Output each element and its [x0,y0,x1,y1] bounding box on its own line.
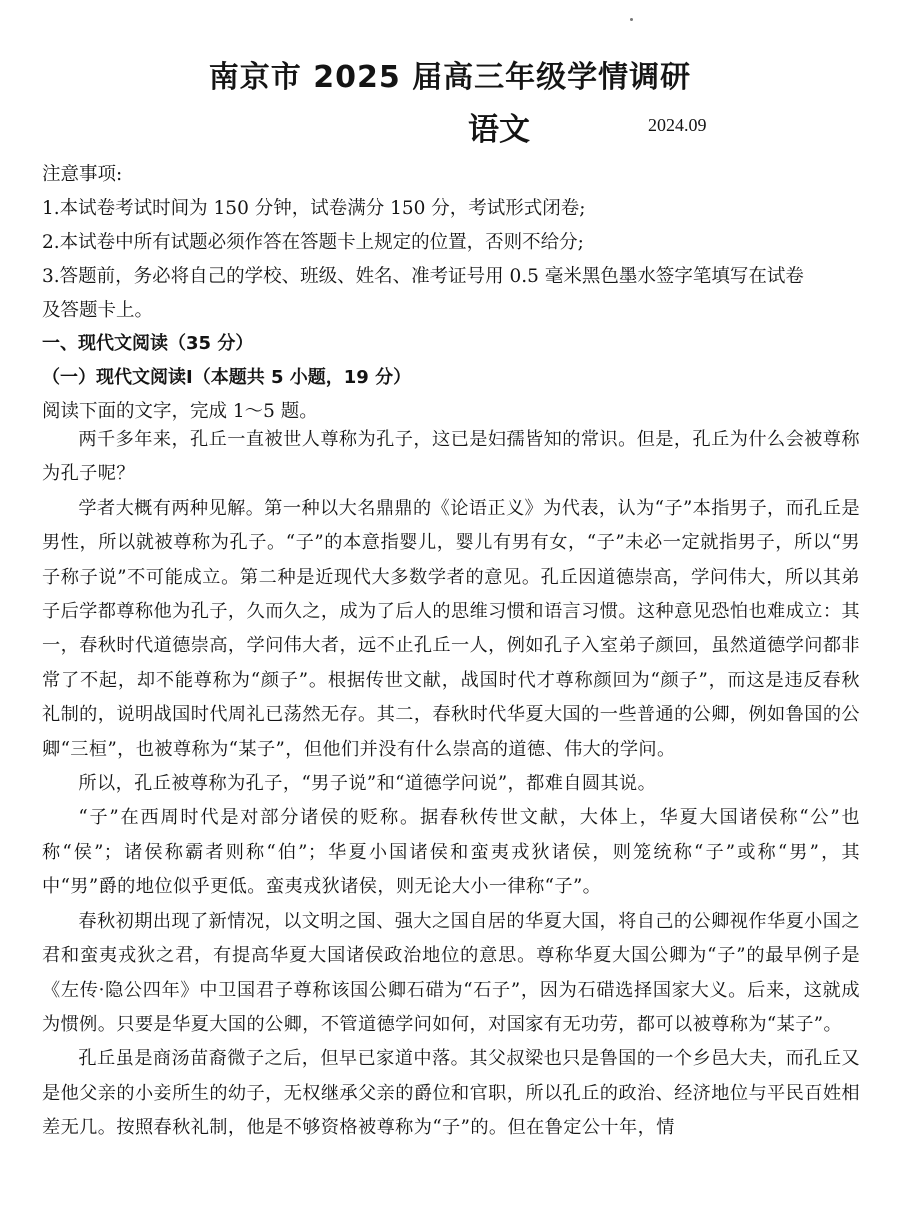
notice-heading: 注意事项: [42,164,123,185]
reading-passage [42,423,860,1146]
passage-paragraph: 孔丘虽是商汤苗裔微子之后，但早已家道中落。其父叔梁也只是鲁国的一个乡邑大夫，而孔丘又是他父亲的小妾所生的幼子，无权继承父亲的爵位和官职，所以孔丘的政治、经济地位与平民百姓相差无几。按照春秋礼制，他是不够资格被尊称为“子”的。但在鲁定公十年，情 [42,1048,860,1139]
reading-instruction: 阅读下面的文字，完成 1～5 题。 [42,401,318,422]
notice-item-2: 2.本试卷中所有试题必须作答在答题卡上规定的位置，否则不给分; [42,232,584,253]
notice-item-3-continued: 及答题卡上。 [42,300,154,321]
notice-item-1: 1.本试卷考试时间为 150 分钟，试卷满分 150 分，考试形式闭卷; [42,198,586,219]
exam-date: 2024.09 [648,115,707,135]
passage-paragraph: “子”在西周时代是对部分诸侯的贬称。据春秋传世文献，大体上，华夏大国诸侯称“公”也称“侯”；诸侯称霸者则称“伯”；华夏小国诸侯和蛮夷戎狄诸侯，则笼统称“子”或称“男”，其中“男”爵的地位似乎更低。蛮夷戎狄诸侯，则无论大小一律称“子”。 [42,807,860,898]
section-heading: 一、现代文阅读（35 分） [42,333,254,354]
passage-paragraph: 所以，孔丘被尊称为孔子，“男子说”和“道德学问说”，都难自圆其说。 [78,773,657,795]
passage-paragraph: 学者大概有两种见解。第一种以大名鼎鼎的《论语正义》为代表，认为“子”本指男子，而孔丘是男性，所以就被尊称为孔子。“子”的本意指婴儿，婴儿有男有女，“子”未必一定就指男子，所以“男子称子说”不可能成立。第二种是近现代大多数学者的意见。孔丘因道德崇高，学问伟大，所以其弟子后学都尊称他为孔子，久而久之，成为了后人的思维习惯和语言习惯。这种意见恐怕也难成立：其一，春秋时代道德崇高，学问伟大者，远不止孔丘一人，例如孔子入室弟子颜回，虽然道德学问都非常了不起，却不能尊称为“颜子”。根据传世文献，战国时代才尊称颜回为“颜子”，而这是违反春秋礼制的，说明战国时代周礼已荡然无存。其二，春秋时代华夏大国的一些普通的公卿，例如鲁国的公卿“三桓”，也被尊称为“某子”，但他们并没有什么崇高的道德、伟大的学问。 [42,497,860,760]
notice-item-3: 3.答题前，务必将自己的学校、班级、姓名、准考证号用 0.5 毫米黑色墨水签字笔填写在试卷 [42,266,804,287]
section-subheading: （一）现代文阅读Ⅰ（本题共 5 小题，19 分） [42,367,412,388]
passage-paragraph: 春秋初期出现了新情况，以文明之国、强大之国自居的华夏大国，将自己的公卿视作华夏小国之君和蛮夷戎狄之君，有提高华夏大国诸侯政治地位的意思。尊称华夏大国公卿为“子”的最早例子是《左传·隐公四年》中卫国君子尊称该国公卿石碏为“石子”，因为石碏选择国家大义。后来，这就成为惯例。只要是华夏大国的公卿，不管道德学问如何，对国家有无功劳，都可以被尊称为“某子”。 [42,910,860,1035]
subject-label: 语文 [468,112,530,148]
passage-paragraph: 两千多年来，孔丘一直被世人尊称为孔子，这已是妇孺皆知的常识。但是，孔丘为什么会被尊称为孔子呢？ [42,429,860,485]
scan-speck [630,18,633,21]
exam-title: 南京市 2025 届高三年级学情调研 [208,60,692,95]
